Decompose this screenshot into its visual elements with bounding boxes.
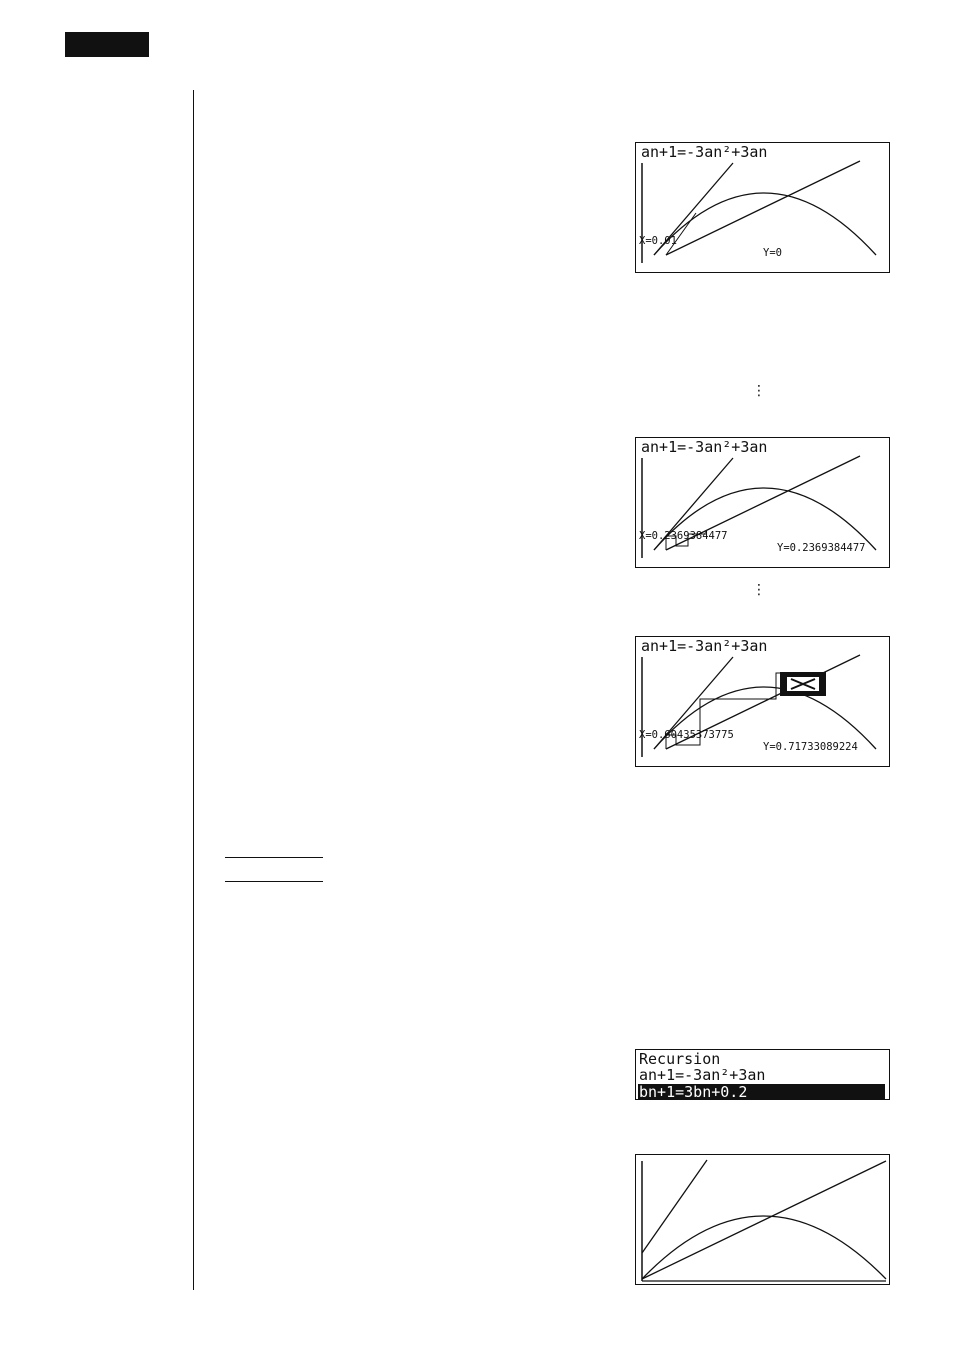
calculator-screen-3 xyxy=(635,636,890,767)
coordinate-readout xyxy=(639,223,886,271)
y-readout: Y=0 xyxy=(763,247,782,259)
formula: an+1=-3an²+3an xyxy=(641,143,768,161)
x-readout: X=0.01 xyxy=(639,235,677,247)
coordinate-readout xyxy=(639,518,886,566)
calculator-screen-4 xyxy=(635,1154,890,1285)
recursion-formula-a[interactable]: an+1=-3an²+3an xyxy=(639,1066,766,1084)
margin-rule xyxy=(193,90,194,1290)
blank-line xyxy=(225,857,323,858)
y-readout: Y=0.2369384477 xyxy=(777,542,866,554)
menu-title: Recursion xyxy=(639,1050,721,1068)
x-readout: X=0.2369384477 xyxy=(639,530,728,542)
y-readout: Y=0.71733089224 xyxy=(763,741,858,753)
recursion-menu xyxy=(635,1049,890,1100)
coordinate-readout xyxy=(639,717,886,765)
graph-plot-4 xyxy=(636,1155,890,1285)
calculator-screen-1 xyxy=(635,142,890,273)
recursion-formula-b[interactable]: bn+1=3bn+0.2 xyxy=(638,1084,885,1100)
formula: an+1=-3an²+3an xyxy=(641,438,768,456)
blank-line xyxy=(225,881,323,882)
chapter-tab xyxy=(65,32,149,57)
continuation-dots: ⋮ xyxy=(752,383,766,399)
calculator-screen-2 xyxy=(635,437,890,568)
x-readout: X=0.60435373775 xyxy=(639,729,734,741)
continuation-dots: ⋮ xyxy=(752,582,766,598)
formula: an+1=-3an²+3an xyxy=(641,637,768,655)
